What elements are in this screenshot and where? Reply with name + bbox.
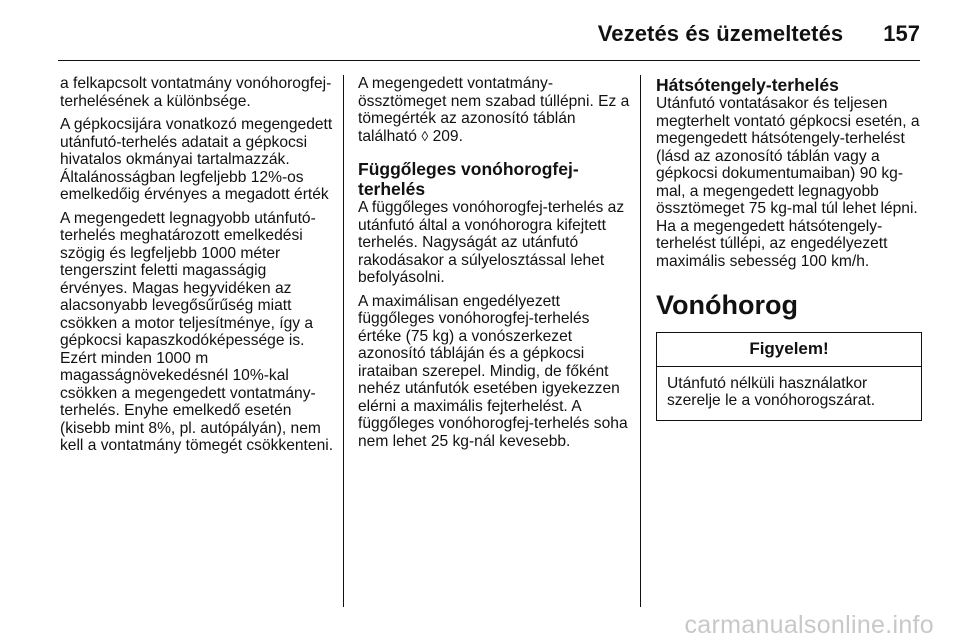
- column-divider: [343, 75, 344, 607]
- page-reference-link[interactable]: 209.: [432, 127, 463, 145]
- paragraph: Utánfutó vontatásakor és teljesen megterhelt vontató gépkocsi esetén, a megengedett hátsótengely-terhelést (lásd az azonosító táblán vagy a gépkocsi dokumentumaiban) 90 kg-mal, a megengedett legnagyobb össztömeget 75 kg-mal túl lehet lépni. Ha a megengedett hátsótengely-terhelést túllépi, az engedélyezett maximális sebesség 100 km/h.: [656, 95, 920, 270]
- watermark: carmanualsonline.info: [684, 611, 934, 639]
- column-middle: [358, 75, 630, 456]
- reference-arrow-icon: ◊: [421, 127, 429, 144]
- paragraph: A gépkocsijára vonatkozó megengedett utánfutó-terhelés adatait a gépkocsi hivatalos okmányai tartalmazzák. Általánosságban legfeljebb 12%-os emelkedőig érvényes a megadott érték: [60, 116, 333, 203]
- warning-box: [656, 332, 922, 421]
- paragraph: A megengedett legnagyobb utánfutó-terhelés meghatározott emelkedési szögig és legfeljebb 1000 méter tengerszint feletti magasságig érvényes. Magas hegyvidéken az alacsonyabb levegősűrűség miatt csökken a motor teljesítménye, így a gépkocsi kapaszkodóképessége is. Ezért minden 1000 m magasságnövekedésnél 10%-kal csökken a megengedett vontatmány-terhelés. Enyhe emelkedő esetén (kisebb mint 8%, pl. autópályán), nem kell a vontatmány tömegét csökkenteni.: [60, 209, 334, 454]
- paragraph-text: A megengedett vontatmány-össztömeget nem szabad túllépni. Ez a tömegérték az azonosító táblán található: [358, 75, 630, 145]
- paragraph: A függőleges vonóhorogfej-terhelés az utánfutó által a vonóhorogra kifejtett terhelés. Nagyságát az utánfutó rakodásakor a súlyelosztással lehet befolyásolni.: [358, 199, 625, 286]
- paragraph: a felkapcsolt vontatmány vonóhorogfej-terhelésének a különbsége.: [60, 75, 332, 110]
- paragraph: [358, 75, 630, 145]
- paragraph: A maximálisan engedélyezett függőleges vonóhorogfej-terhelés értéke (75 kg) a vonószerkezet azonosító tábláján és a gépkocsi irataiban szerepel. Mindig, de főként nehéz utánfutók esetében igyekezzen elérni a maximális fejterhelést. A függőleges vonóhorogfej-terhelés soha nem lehet 25 kg-nál kevesebb.: [358, 292, 628, 450]
- subheading-vertical-load: Függőleges vonóhorogfej-terhelés: [358, 159, 579, 199]
- header-divider: [58, 60, 920, 61]
- page-number: 157: [883, 21, 920, 46]
- column-right: [656, 75, 922, 421]
- warning-text: Utánfutó nélküli használatkor szerelje le a vonóhorogszárat.: [667, 374, 876, 409]
- column-divider: [640, 75, 641, 607]
- warning-title: Figyelem!: [657, 333, 921, 367]
- column-left: [60, 75, 336, 461]
- page-title: Vezetés és üzemeltetés: [597, 21, 844, 46]
- section-heading-towbar: Vonóhorog: [656, 290, 798, 320]
- subheading-rear-axle-load: Hátsótengely-terhelés: [656, 75, 839, 95]
- page-header: [598, 16, 920, 52]
